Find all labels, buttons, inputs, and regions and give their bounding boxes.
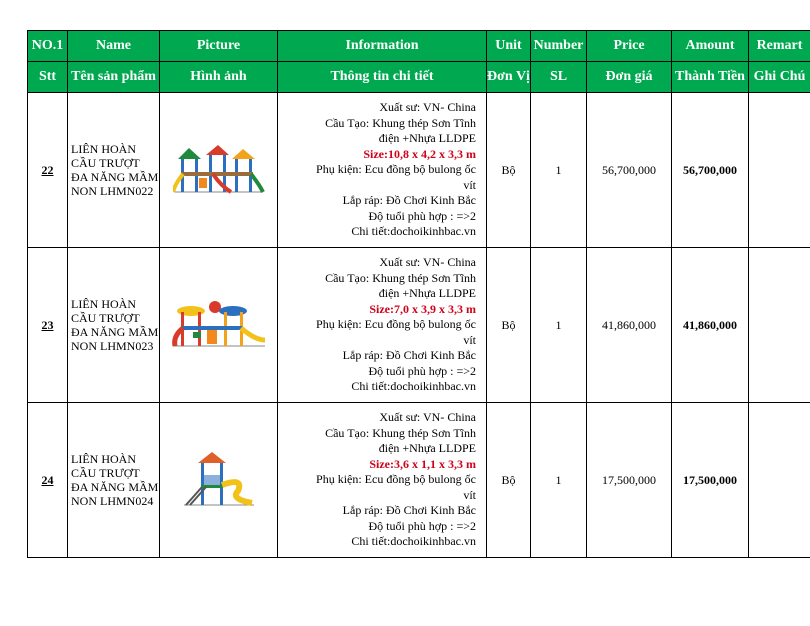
header-cell: Number bbox=[531, 31, 587, 62]
header-cell: Đơn Vị bbox=[487, 62, 531, 93]
table-row bbox=[28, 403, 810, 558]
header-cell: Thành Tiền bbox=[672, 62, 749, 93]
info-accessory: Phụ kiện: Ecu đồng bộ bulong ốc bbox=[316, 317, 476, 332]
header-cell: Tên sản phẩm bbox=[68, 62, 160, 93]
info-accessory: vít bbox=[463, 487, 476, 502]
info-install: Lắp ráp: Đồ Chơi Kinh Bắc bbox=[342, 348, 476, 363]
info-origin: Xuất sư: VN- China bbox=[379, 100, 476, 115]
info-structure: điện +Nhựa LLDPE bbox=[378, 286, 476, 301]
price-cell: 17,500,000 bbox=[587, 403, 672, 558]
info-origin: Xuất sư: VN- China bbox=[379, 410, 476, 425]
product-picture bbox=[160, 93, 278, 248]
info-structure: Cầu Tạo: Khung thép Sơn Tĩnh bbox=[325, 115, 476, 130]
unit-cell: Bộ bbox=[487, 248, 531, 403]
header-cell: SL bbox=[531, 62, 587, 93]
info-detail: Chi tiết:dochoikinhbac.vn bbox=[351, 534, 476, 549]
info-structure: điện +Nhựa LLDPE bbox=[378, 131, 476, 146]
product-quote-table bbox=[27, 30, 810, 558]
remark-cell bbox=[749, 403, 810, 558]
product-picture bbox=[160, 403, 278, 558]
info-age: Độ tuổi phù hợp : =>2 bbox=[368, 518, 476, 533]
info-structure: điện +Nhựa LLDPE bbox=[378, 441, 476, 456]
info-size: Size:10,8 x 4,2 x 3,3 m bbox=[363, 146, 476, 161]
header-cell: Ghi Chú bbox=[749, 62, 810, 93]
product-name-line: LIÊN HOÀN bbox=[71, 142, 136, 156]
product-info bbox=[278, 248, 487, 403]
price-cell: 41,860,000 bbox=[587, 248, 672, 403]
playground-icon bbox=[171, 300, 267, 350]
table-row bbox=[28, 248, 810, 403]
info-detail: Chi tiết:dochoikinhbac.vn bbox=[351, 379, 476, 394]
info-age: Độ tuổi phù hợp : =>2 bbox=[368, 208, 476, 223]
header-cell: Đơn giá bbox=[587, 62, 672, 93]
amount-cell: 56,700,000 bbox=[672, 93, 749, 248]
product-name-line: CẦU TRƯỢT bbox=[71, 466, 140, 480]
info-accessory: Phụ kiện: Ecu đồng bộ bulong ốc bbox=[316, 472, 476, 487]
info-age: Độ tuổi phù hợp : =>2 bbox=[368, 363, 476, 378]
quantity-cell: 1 bbox=[531, 248, 587, 403]
info-size: Size:3,6 x 1,1 x 3,3 m bbox=[369, 456, 476, 471]
product-name bbox=[68, 403, 160, 558]
unit-cell: Bộ bbox=[487, 93, 531, 248]
info-accessory: Phụ kiện: Ecu đồng bộ bulong ốc bbox=[316, 162, 476, 177]
info-install: Lắp ráp: Đồ Chơi Kinh Bắc bbox=[342, 503, 476, 518]
product-name-line: ĐA NĂNG MẦM bbox=[71, 170, 159, 184]
product-name-line: CẦU TRƯỢT bbox=[71, 156, 140, 170]
info-size: Size:7,0 x 3,9 x 3,3 m bbox=[369, 301, 476, 316]
product-name-line: LIÊN HOÀN bbox=[71, 452, 136, 466]
info-accessory: vít bbox=[463, 332, 476, 347]
product-name-line: NON LHMN024 bbox=[71, 494, 154, 508]
info-structure: Cầu Tạo: Khung thép Sơn Tĩnh bbox=[325, 425, 476, 440]
remark-cell bbox=[749, 93, 810, 248]
quantity-cell: 1 bbox=[531, 403, 587, 558]
header-cell: Stt bbox=[28, 62, 68, 93]
header-cell: NO.1 bbox=[28, 31, 68, 62]
info-install: Lắp ráp: Đồ Chơi Kinh Bắc bbox=[342, 193, 476, 208]
table-row bbox=[28, 93, 810, 248]
header-row-en bbox=[28, 31, 810, 62]
header-cell: Unit bbox=[487, 31, 531, 62]
product-picture bbox=[160, 248, 278, 403]
header-cell: Hình ảnh bbox=[160, 62, 278, 93]
row-number: 23 bbox=[28, 248, 68, 403]
price-cell: 56,700,000 bbox=[587, 93, 672, 248]
unit-cell: Bộ bbox=[487, 403, 531, 558]
info-accessory: vít bbox=[463, 177, 476, 192]
header-cell: Price bbox=[587, 31, 672, 62]
product-name-line: ĐA NĂNG MẦM bbox=[71, 325, 159, 339]
info-structure: Cầu Tạo: Khung thép Sơn Tĩnh bbox=[325, 270, 476, 285]
info-origin: Xuất sư: VN- China bbox=[379, 255, 476, 270]
product-info bbox=[278, 403, 487, 558]
quantity-cell: 1 bbox=[531, 93, 587, 248]
amount-cell: 17,500,000 bbox=[672, 403, 749, 558]
remark-cell bbox=[749, 248, 810, 403]
header-cell: Name bbox=[68, 31, 160, 62]
row-number: 22 bbox=[28, 93, 68, 248]
product-name-line: CẦU TRƯỢT bbox=[71, 311, 140, 325]
header-cell: Remart bbox=[749, 31, 810, 62]
product-name bbox=[68, 248, 160, 403]
product-name-line: NON LHMN022 bbox=[71, 184, 154, 198]
product-name-line: NON LHMN023 bbox=[71, 339, 154, 353]
row-number: 24 bbox=[28, 403, 68, 558]
playground-icon bbox=[173, 144, 265, 196]
playground-icon bbox=[182, 451, 256, 509]
header-row-vi bbox=[28, 62, 810, 93]
info-detail: Chi tiết:dochoikinhbac.vn bbox=[351, 224, 476, 239]
product-name-line: ĐA NĂNG MẦM bbox=[71, 480, 159, 494]
product-name bbox=[68, 93, 160, 248]
header-cell: Amount bbox=[672, 31, 749, 62]
amount-cell: 41,860,000 bbox=[672, 248, 749, 403]
product-info bbox=[278, 93, 487, 248]
header-cell: Picture bbox=[160, 31, 278, 62]
product-name-line: LIÊN HOÀN bbox=[71, 297, 136, 311]
header-cell: Information bbox=[278, 31, 487, 62]
header-cell: Thông tin chi tiết bbox=[278, 62, 487, 93]
